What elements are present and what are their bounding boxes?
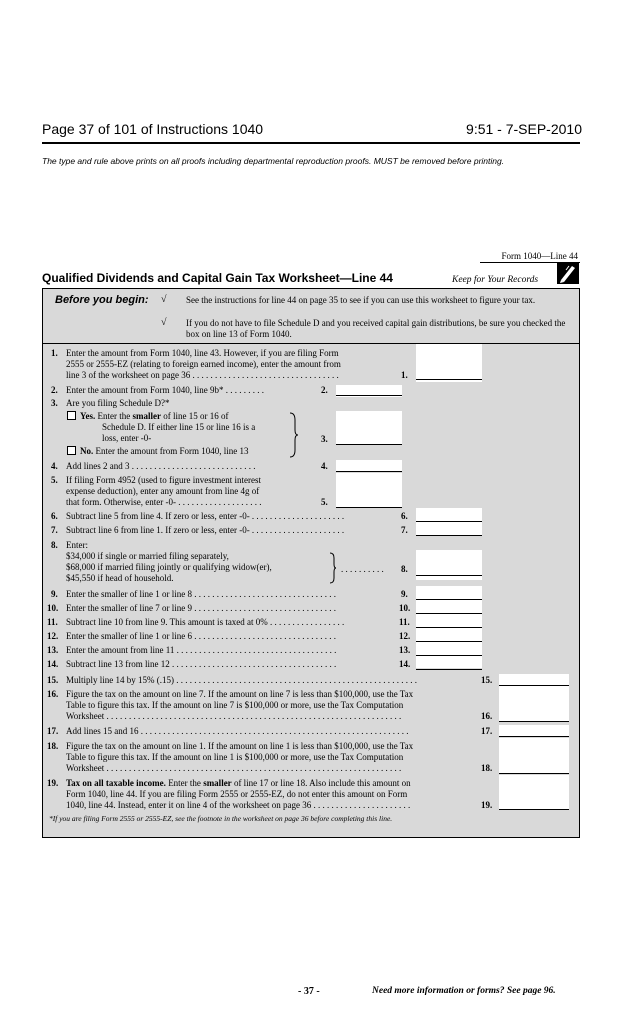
keep-for-records: Keep for Your Records	[452, 275, 539, 285]
line-6-box[interactable]	[416, 508, 482, 522]
line-number: 16.	[47, 689, 59, 699]
line-18-text: Figure the tax on the amount on line 1. If the amount on line 1 is less than $100,000, use the Tax	[66, 741, 414, 751]
line-ref: 12.	[399, 631, 411, 641]
header-rule	[42, 142, 580, 144]
yes-checkbox[interactable]	[67, 411, 76, 420]
line-ref: 10.	[399, 603, 411, 613]
yes-text: of line 15 or 16 of	[163, 411, 229, 421]
line-8-text: $34,000 if single or married filing separately,	[66, 551, 229, 561]
line-ref: 6.	[401, 511, 408, 521]
line-19-emphasis: Tax on all taxable income.	[66, 778, 166, 788]
line-2-rule	[336, 395, 402, 396]
line-12-text: Enter the smaller of line 1 or line 6 . . . . . . . . . . . . . . . . . . . . . . . . . . . . . . . .	[66, 631, 336, 641]
line-number: 5.	[51, 475, 58, 485]
no-label: No.	[80, 446, 94, 456]
line-18-text: Worksheet . . . . . . . . . . . . . . . . . . . . . . . . . . . . . . . . . . . . . . . . . . . . . . . . . . . . . . . . . . . . . . . . . .	[66, 763, 402, 773]
line-6-rule	[416, 521, 482, 522]
line-16-rule	[499, 721, 569, 722]
line-18-text: Table to figure this tax. If the amount on line 1 is $100,000 or more, use the Tax Computation	[66, 752, 404, 762]
line-19-text	[66, 778, 411, 789]
line-19-text: 1040, line 44. Instead, enter it on line 4 of the worksheet on page 36 . . . . . . . . . . . . . . . . . . . . . .	[66, 800, 411, 810]
line-17-text: Add lines 15 and 16 . . . . . . . . . . . . . . . . . . . . . . . . . . . . . . . . . . . . . . . . . . . . . . . . . . . . . . . . . . . .	[66, 726, 409, 736]
yes-label: Yes.	[80, 411, 96, 421]
line-ref: 13.	[399, 645, 411, 655]
line-number: 2.	[51, 385, 58, 395]
line-5-box[interactable]	[336, 473, 402, 508]
line-ref: 4.	[321, 461, 328, 471]
line-number: 14.	[47, 659, 59, 669]
line-8-dots: . . . . . . . . . .	[341, 564, 384, 574]
form-reference: Form 1040—Line 44	[501, 251, 578, 261]
line-number: 12.	[47, 631, 59, 641]
line-14-text: Subtract line 13 from line 12 . . . . . . . . . . . . . . . . . . . . . . . . . . . . . . . . . . . . .	[66, 659, 337, 669]
line-number: 11.	[47, 617, 58, 627]
line-15-text: Multiply line 14 by 15% (.15) . . . . . . . . . . . . . . . . . . . . . . . . . . . . . . . . . . . . . . . . . . . . . . . . . . . . . .	[66, 675, 417, 685]
line-8-rule	[416, 575, 482, 576]
line-4-text: Add lines 2 and 3 . . . . . . . . . . . . . . . . . . . . . . . . . . . .	[66, 461, 256, 471]
line-ref: 18.	[481, 763, 493, 773]
before-item-1: See the instructions for line 44 on page 35 to see if you can use this worksheet to figure your tax.	[186, 295, 536, 305]
line-ref: 19.	[481, 800, 493, 810]
line-number: 8.	[51, 540, 58, 550]
line-19-box[interactable]	[499, 775, 569, 810]
line-3-box[interactable]	[336, 411, 402, 445]
line-number: 1.	[51, 348, 58, 358]
check-icon: √	[161, 294, 167, 305]
smaller-emphasis: smaller	[132, 411, 161, 421]
line-14-rule	[416, 669, 482, 670]
line-11-rule	[416, 627, 482, 628]
no-text: Enter the amount from Form 1040, line 13	[95, 446, 249, 456]
line-5-text: expense deduction), enter any amount from line 4g of	[66, 486, 260, 496]
footnote: *If you are filing Form 2555 or 2555-EZ, see the footnote in the worksheet on page 36 before completing this line.	[49, 814, 393, 823]
line-8-text: $68,000 if married filing jointly or qualifying widow(er),	[66, 562, 272, 572]
line-7-box[interactable]	[416, 522, 482, 536]
before-item-2: If you do not have to file Schedule D and you received capital gain distributions, be sure you checked the box on line 13 of Form 1040.	[186, 318, 566, 339]
line-5-text: that form. Otherwise, enter -0- . . . . . . . . . . . . . . . . . . .	[66, 497, 262, 507]
line-ref: 5.	[321, 497, 328, 507]
no-option	[80, 446, 248, 457]
page-number: - 37 -	[298, 986, 320, 997]
line-number: 4.	[51, 461, 58, 471]
line-16-text: Table to figure this tax. If the amount on line 7 is $100,000 or more, use the Tax Computation	[66, 700, 404, 710]
line-ref: 11.	[399, 617, 410, 627]
line-1-text: line 3 of the worksheet on page 36 . . . . . . . . . . . . . . . . . . . . . . . . . . . . . . . . .	[66, 370, 339, 380]
line-19-rule	[499, 809, 569, 810]
line-10-text: Enter the smaller of line 7 or line 9 . . . . . . . . . . . . . . . . . . . . . . . . . . . . . . . .	[66, 603, 336, 613]
line-ref: 17.	[481, 726, 493, 736]
line-13-text: Enter the amount from line 11 . . . . . . . . . . . . . . . . . . . . . . . . . . . . . . . . . . . .	[66, 645, 337, 655]
line-ref: 9.	[401, 589, 408, 599]
line-9-text: Enter the smaller of line 1 or line 8 . . . . . . . . . . . . . . . . . . . . . . . . . . . . . . . .	[66, 589, 336, 599]
line-13-rule	[416, 655, 482, 656]
right-brace-icon	[289, 412, 299, 458]
line-7-text: Subtract line 6 from line 1. If zero or less, enter -0- . . . . . . . . . . . . . . . . . . . . .	[66, 525, 345, 535]
line-1-rule	[416, 379, 482, 380]
line-18-rule	[499, 773, 569, 774]
worksheet-title: Qualified Dividends and Capital Gain Tax Worksheet—Line 44	[42, 271, 393, 285]
line-ref: 14.	[399, 659, 411, 669]
line-number: 19.	[47, 778, 59, 788]
line-number: 18.	[47, 741, 59, 751]
line-ref: 16.	[481, 711, 493, 721]
line-1-text: Enter the amount from Form 1040, line 43. However, if you are filing Form	[66, 348, 339, 358]
line-ref: 3.	[321, 434, 328, 444]
line-number: 3.	[51, 398, 58, 408]
line-number: 9.	[51, 589, 58, 599]
line-19-text: Form 1040, line 44. If you are filing Form 2555 or 2555-EZ, do not enter this amount on Form	[66, 789, 408, 799]
line-16-text: Worksheet . . . . . . . . . . . . . . . . . . . . . . . . . . . . . . . . . . . . . . . . . . . . . . . . . . . . . . . . . . . . . . . . . .	[66, 711, 402, 721]
line-number: 17.	[47, 726, 59, 736]
smaller-emphasis: smaller	[203, 778, 232, 788]
line-number: 6.	[51, 511, 58, 521]
yes-text: loss, enter -0-	[102, 433, 152, 443]
line-ref: 8.	[401, 564, 408, 574]
line-1-box[interactable]	[416, 344, 482, 382]
line-8-text: $45,550 if head of household.	[66, 573, 174, 583]
line-8-text: Enter:	[66, 540, 88, 550]
proof-note: The type and rule above prints on all proofs including departmental reproduction proofs. MUST be removed before printing.	[42, 156, 505, 166]
line-18-box[interactable]	[499, 738, 569, 774]
line-3-rule	[336, 444, 402, 445]
line-5-rule	[336, 507, 402, 508]
line-15-rule	[499, 685, 569, 686]
before-you-begin-label: Before you begin:	[55, 294, 149, 306]
line-10-rule	[416, 613, 482, 614]
line-number: 10.	[47, 603, 59, 613]
footer-info: Need more information or forms? See page 96.	[372, 986, 556, 996]
line-4-rule	[336, 471, 402, 472]
line-16-box[interactable]	[499, 688, 569, 722]
line-ref: 7.	[401, 525, 408, 535]
line-16-text: Figure the tax on the amount on line 7. If the amount on line 7 is less than $100,000, use the Tax	[66, 689, 414, 699]
line-5-text: If filing Form 4952 (used to figure investment interest	[66, 475, 261, 485]
yes-option	[80, 411, 229, 422]
header-left: Page 37 of 101 of Instructions 1040	[42, 121, 264, 137]
line-11-text: Subtract line 10 from line 9. This amount is taxed at 0% . . . . . . . . . . . . . . . . .	[66, 617, 345, 627]
line-number: 13.	[47, 645, 59, 655]
check-icon: √	[161, 317, 167, 328]
line-ref: 1.	[401, 370, 408, 380]
line-3-text: Are you filing Schedule D?*	[66, 398, 170, 408]
before-you-begin	[43, 289, 579, 344]
line-number: 15.	[47, 675, 59, 685]
right-brace-icon	[329, 552, 337, 584]
line-9-rule	[416, 599, 482, 600]
yes-text: Schedule D. If either line 15 or line 16 is a	[102, 422, 256, 432]
line-12-rule	[416, 641, 482, 642]
line-ref: 2.	[321, 385, 328, 395]
line-7-rule	[416, 535, 482, 536]
line-2-text: Enter the amount from Form 1040, line 9b* . . . . . . . . .	[66, 385, 264, 395]
line-19-text-part: of line 17 or line 18. Also include this amount on	[233, 778, 411, 788]
worksheet	[42, 288, 580, 838]
line-6-text: Subtract line 5 from line 4. If zero or less, enter -0- . . . . . . . . . . . . . . . . . . . . .	[66, 511, 345, 521]
pen-and-paper-icon	[557, 262, 579, 284]
header-right: 9:51 - 7-SEP-2010	[466, 121, 582, 137]
line-1-text: 2555 or 2555-EZ (relating to foreign earned income), enter the amount from	[66, 359, 341, 369]
no-checkbox[interactable]	[67, 446, 76, 455]
line-17-rule	[499, 736, 569, 737]
line-19-text-part: Enter the	[168, 778, 201, 788]
line-number: 7.	[51, 525, 58, 535]
line-ref: 15.	[481, 675, 493, 685]
yes-text: Enter the	[97, 411, 131, 421]
